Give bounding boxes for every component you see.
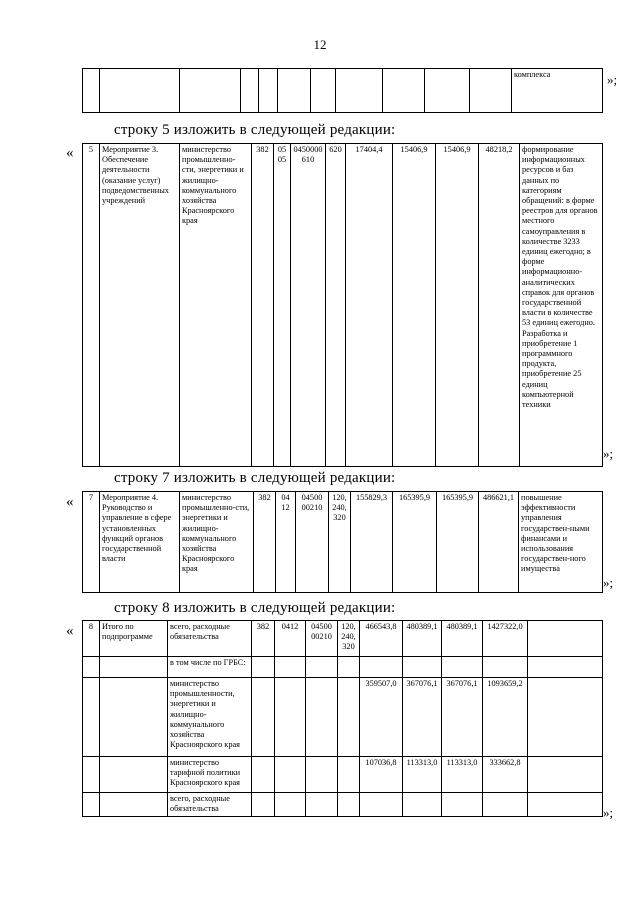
table-cell: Итого по подпрограмме [100, 621, 168, 657]
table-cell: 1093659,2 [483, 678, 528, 757]
table-cell: всего, расходные обязательства [168, 621, 252, 657]
table-cell: министерство промышленно-сти, энергетики и жилищно-коммунального хозяйства Красноярского края [180, 492, 254, 593]
table-cell: 04500 00210 [296, 492, 329, 593]
table-row5 [82, 143, 603, 467]
table-cell: 382 [252, 621, 275, 657]
open-quote-row8: « [66, 623, 74, 639]
table-cell: министерство промышленности, энергетики и жилищно-коммунального хозяйства Красноярского края [168, 678, 252, 757]
end-mark-row7: »; [603, 575, 614, 590]
table-fragment-top [82, 68, 603, 113]
table-cell: формирование информационных ресурсов и баз данных по категориям обращений: в форме реестров для органов местного самоуправления в количестве 3233 единиц ежегодно; в форме информационно-аналитических справок для органов государственной власти в количестве 53 единиц ежегодно. Разработка и приобретение 1 программного продукта, приобретение 25 единиц компьютерной техники [520, 144, 603, 467]
table-cell: 113313,0 [403, 757, 442, 793]
table-row8 [82, 620, 603, 817]
table-cell: Мероприятие 3. Обеспечение деятельности (оказание услуг) подведомственных учреждений [100, 144, 180, 467]
table-cell: в том числе по ГРБС: [168, 657, 252, 678]
table-cell: 480389,1 [403, 621, 442, 657]
table-cell: 15406,9 [393, 144, 436, 467]
section-heading-row7: строку 7 изложить в следующей редакции: [114, 470, 396, 486]
section-heading-row5: строку 5 изложить в следующей редакции: [114, 122, 396, 138]
table-cell: 48218,2 [479, 144, 520, 467]
table-cell: 120, 240, 320 [338, 621, 360, 657]
table-cell: 155829,3 [351, 492, 393, 593]
table-cell: 107036,8 [360, 757, 403, 793]
table-cell: 486621,1 [479, 492, 519, 593]
table-cell: 17404,4 [346, 144, 393, 467]
table-cell: министерство промышленно-сти, энергетики и жилищно-коммунального хозяйства Красноярского края [180, 144, 252, 467]
table-cell: 367076,1 [442, 678, 483, 757]
table-cell: 8 [83, 621, 100, 657]
end-mark-row8: »; [603, 805, 614, 820]
table-cell: 165395,9 [393, 492, 437, 593]
table-cell: 367076,1 [403, 678, 442, 757]
table-cell: 7 [83, 492, 100, 593]
table-cell: министерство тарифной политики Красноярского края [168, 757, 252, 793]
section-heading-row8: строку 8 изложить в следующей редакции: [114, 600, 396, 616]
table-cell: 113313,0 [442, 757, 483, 793]
open-quote-row7: « [66, 494, 74, 510]
table-cell: 0412 [275, 621, 306, 657]
end-mark-top: »; [607, 72, 618, 87]
table-cell: Мероприятие 4. Руководство и управление в сфере установленных функций органов государственной власти [100, 492, 180, 593]
table-cell: 1427322,0 [483, 621, 528, 657]
table-cell: повышение эффективности управления государствен-ными финансами и использования государствен-ного имущества [519, 492, 603, 593]
table-cell: всего, расходные обязательства [168, 793, 252, 817]
table-cell: 382 [254, 492, 276, 593]
table-cell: 04 12 [276, 492, 296, 593]
table-cell: 620 [326, 144, 346, 467]
table-cell: 359507,0 [360, 678, 403, 757]
table-cell: 466543,8 [360, 621, 403, 657]
end-mark-row5: »; [603, 446, 614, 461]
table-cell: 165395,9 [437, 492, 479, 593]
table-cell: 5 [83, 144, 100, 467]
open-quote-row5: « [66, 145, 74, 161]
table-cell: 120, 240, 320 [329, 492, 351, 593]
table-cell: 15406,9 [436, 144, 479, 467]
table-row7 [82, 491, 603, 593]
table-cell: 04500 00210 [306, 621, 338, 657]
table-cell: 05 05 [274, 144, 291, 467]
table-cell: 0450000 610 [291, 144, 326, 467]
page-number: 12 [313, 37, 327, 52]
table-cell: 382 [252, 144, 274, 467]
table-cell: 480389,1 [442, 621, 483, 657]
table-cell: 333662,8 [483, 757, 528, 793]
fragment-last-cell: комплекса [512, 69, 603, 113]
